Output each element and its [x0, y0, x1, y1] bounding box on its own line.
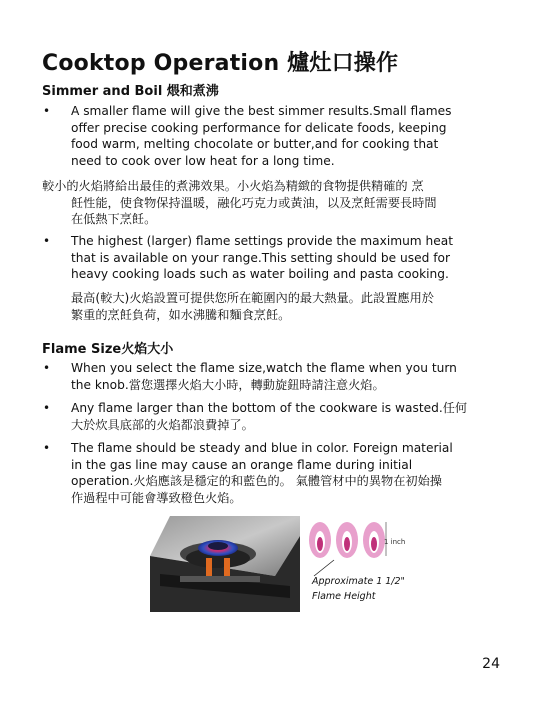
- text-line: operation.火焰應該是穩定的和藍色的。 氣體管材中的異物在初始操: [71, 474, 442, 488]
- text-line: The flame should be steady and blue in color. Foreign material: [71, 441, 453, 455]
- text-line: 飪性能，使食物保持溫暖，融化巧克力或黃油，以及烹飪需要長時間: [71, 195, 437, 210]
- section-heading-flame-size: Flame Size火焰大小: [42, 342, 174, 357]
- flame-shape-3: [363, 522, 385, 558]
- simmer-bullet-chinese: [42, 178, 512, 228]
- flame-shape-1: [309, 522, 331, 558]
- text-line: 作過程中可能會導致橙色火焰。: [71, 490, 242, 505]
- text-line: in the gas line may cause an orange flame during initial: [71, 457, 413, 472]
- bullet-point: •: [43, 104, 51, 118]
- text-line: A smaller flame will give the best simmer results.Small flames: [71, 104, 452, 118]
- text-line: the knob.當您選擇火焰大小時，轉動旋鈕時請注意火焰。: [71, 377, 385, 392]
- text-line: food warm, melting chocolate or butter,and for cooking that: [71, 137, 439, 151]
- inch-label: 1 inch: [384, 538, 406, 546]
- flame-bullet-color: [71, 440, 511, 506]
- text-line: 最高(較大)火焰設置可提供您所在範圍內的最大熱量。此設置應用於: [71, 291, 434, 305]
- bullet-point: •: [43, 234, 51, 248]
- flame-shape-2: [336, 522, 358, 558]
- text-line: need to cook over low heat for a long time.: [71, 153, 335, 168]
- flame-bullet-wasted: [71, 400, 511, 433]
- page-title: Cooktop Operation 爐灶口操作: [42, 51, 399, 76]
- text-line: 較小的火焰將給出最佳的煮沸效果。小火焰為精緻的食物提供精確的 烹: [42, 179, 424, 193]
- flame-height-diagram: [306, 516, 392, 562]
- boil-bullet-english: [71, 233, 511, 283]
- text-line: Any flame larger than the bottom of the cookware is wasted.任何: [71, 401, 468, 415]
- text-line: When you select the flame size,watch the flame when you turn: [71, 361, 457, 375]
- text-line: offer precise cooking performance for delicate foods, keeping: [71, 120, 447, 135]
- gas-burner-photo: [150, 516, 300, 612]
- text-line: 大於炊具底部的火焰都浪費掉了。: [71, 417, 254, 432]
- bullet-point: •: [43, 441, 51, 455]
- simmer-bullet-english: [71, 103, 511, 169]
- section-heading-simmer-boil: Simmer and Boil 煨和煮沸: [42, 84, 219, 99]
- boil-bullet-chinese: [71, 290, 511, 323]
- flame-bullet-select: [71, 360, 511, 393]
- bullet-point: •: [43, 401, 51, 415]
- text-line: heavy cooking loads such as water boiling and pasta cooking.: [71, 267, 449, 281]
- text-line: 在低熱下烹飪。: [71, 212, 157, 226]
- bullet-point: •: [43, 361, 51, 375]
- text-line: 繁重的烹飪負荷，如水沸騰和麵食烹飪。: [71, 307, 291, 322]
- figure-caption: [312, 574, 405, 604]
- text-line: The highest (larger) flame settings provide the maximum heat: [71, 234, 454, 248]
- caption-line: Approximate 1 1/2": [312, 576, 405, 587]
- page-number: 24: [482, 656, 500, 672]
- caption-line: Flame Height: [312, 591, 376, 602]
- text-line: that is available on your range.This setting should be used for: [71, 250, 450, 265]
